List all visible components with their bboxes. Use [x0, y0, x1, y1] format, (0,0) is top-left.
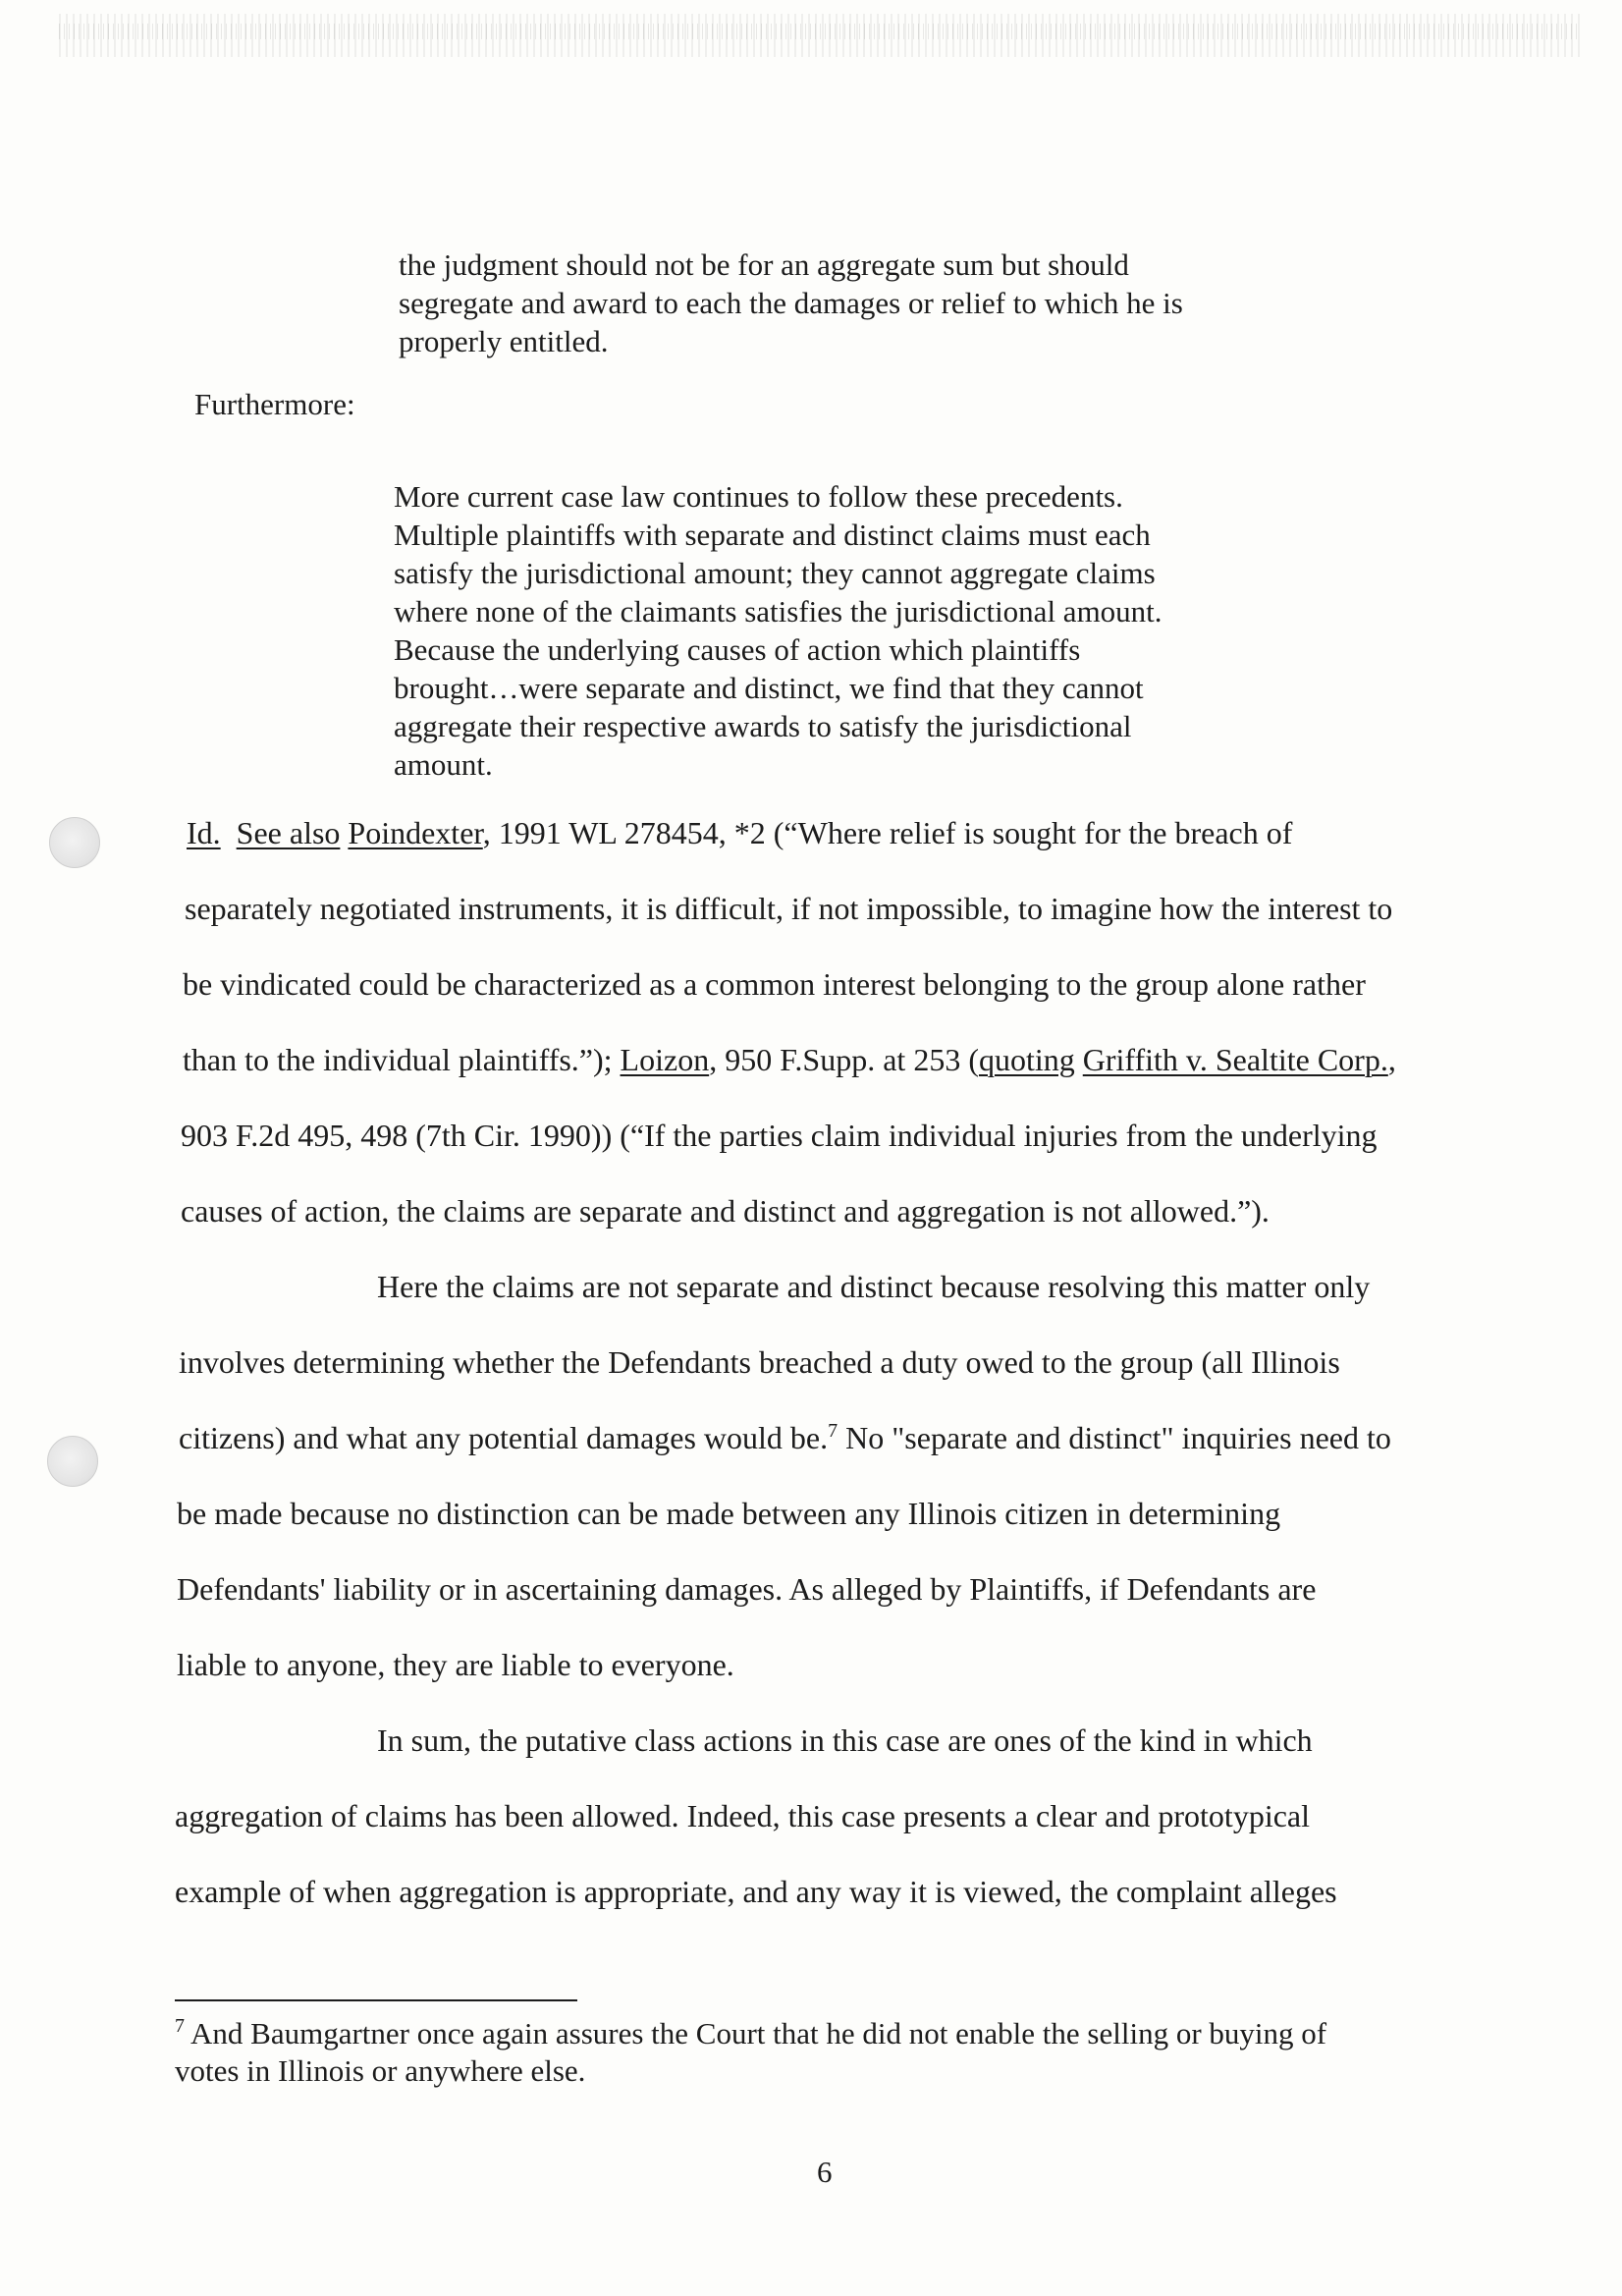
scan-artifact-strip — [59, 24, 1581, 39]
footnote-number: 7 — [175, 2015, 185, 2037]
quote-line: Because the underlying causes of action which plaintiffs — [394, 632, 1081, 667]
citation-line — [187, 815, 1292, 851]
citation-space — [1075, 1042, 1083, 1077]
block-quote-main — [394, 477, 1162, 784]
footnote-line — [175, 2015, 1326, 2052]
id-citation: Id. — [187, 815, 221, 850]
footnote-reference: 7 — [828, 1420, 838, 1442]
case-name-griffith: Griffith v. Sealtite Corp. — [1082, 1042, 1388, 1077]
paragraph-line: be made because no distinction can be made between any Illinois citizen in determining — [177, 1496, 1281, 1531]
paragraph-line: involves determining whether the Defendants breached a duty owed to the group (all Illinois — [179, 1344, 1340, 1380]
punch-hole-bottom — [47, 1436, 98, 1487]
quote-line: segregate and award to each the damages or relief to which he is — [399, 286, 1183, 320]
quote-line: brought…were separate and distinct, we find that they cannot — [394, 671, 1144, 705]
footnote-separator — [175, 1999, 577, 2001]
quote-line: satisfy the jurisdictional amount; they cannot aggregate claims — [394, 556, 1156, 590]
quote-line: Multiple plaintiffs with separate and distinct claims must each — [394, 518, 1151, 552]
quote-line: properly entitled. — [399, 324, 609, 358]
paragraph-line: Defendants' liability or in ascertaining damages. As alleged by Plaintiffs, if Defendants are — [177, 1571, 1317, 1607]
citation-line: separately negotiated instruments, it is difficult, if not impossible, to imagine how the interest to — [185, 891, 1393, 926]
citation-line: 903 F.2d 495, 498 (7th Cir. 1990)) (“If the parties claim individual injuries from the underlying — [181, 1118, 1378, 1153]
case-name-poindexter: Poindexter — [348, 815, 483, 850]
block-quote-continuation — [399, 246, 1183, 360]
paragraph-text: citizens) and what any potential damages would be. — [179, 1420, 829, 1455]
paragraph-line: Here the claims are not separate and distinct because resolving this matter only — [377, 1269, 1371, 1304]
footnote-line: votes in Illinois or anywhere else. — [175, 2053, 586, 2088]
citation-text: , — [1387, 1042, 1396, 1077]
see-also-signal: See also — [236, 815, 341, 850]
citation-text: than to the individual plaintiffs.”); — [183, 1042, 621, 1077]
quote-line: the judgment should not be for an aggregate sum but should — [399, 247, 1129, 282]
citation-line: causes of action, the claims are separate and distinct and aggregation is not allowed.”). — [181, 1193, 1270, 1229]
quoting-signal: quoting — [978, 1042, 1075, 1077]
page-number: 6 — [817, 2155, 833, 2189]
citation-text: , 1991 WL 278454, *2 (“Where relief is sought for the breach of — [482, 815, 1293, 850]
paragraph-text: No "separate and distinct" inquiries need to — [838, 1420, 1391, 1455]
footnote — [175, 2015, 1326, 2090]
quote-line: aggregate their respective awards to satisfy the jurisdictional — [394, 709, 1132, 743]
punch-hole-top — [49, 817, 100, 868]
paragraph-line — [179, 1420, 1391, 1456]
paragraph-line: In sum, the putative class actions in this case are ones of the kind in which — [377, 1722, 1313, 1758]
citation-line — [183, 1042, 1396, 1078]
citation-text: , 950 F.Supp. at 253 ( — [709, 1042, 979, 1077]
citation-line: be vindicated could be characterized as a common interest belonging to the group alone rather — [183, 966, 1366, 1002]
case-name-loizon: Loizon — [620, 1042, 710, 1077]
quote-line: amount. — [394, 747, 493, 782]
furthermore-label: Furthermore: — [194, 387, 355, 421]
paragraph-line: example of when aggregation is appropriate, and any way it is viewed, the complaint alleges — [175, 1874, 1337, 1909]
footnote-text: And Baumgartner once again assures the Court that he did not enable the selling or buying of — [185, 2016, 1327, 2050]
quote-line: where none of the claimants satisfies the jurisdictional amount. — [394, 594, 1162, 629]
paragraph-line: aggregation of claims has been allowed. Indeed, this case presents a clear and prototypical — [175, 1798, 1310, 1833]
paragraph-line: liable to anyone, they are liable to everyone. — [177, 1647, 734, 1682]
quote-line: More current case law continues to follow these precedents. — [394, 479, 1123, 514]
